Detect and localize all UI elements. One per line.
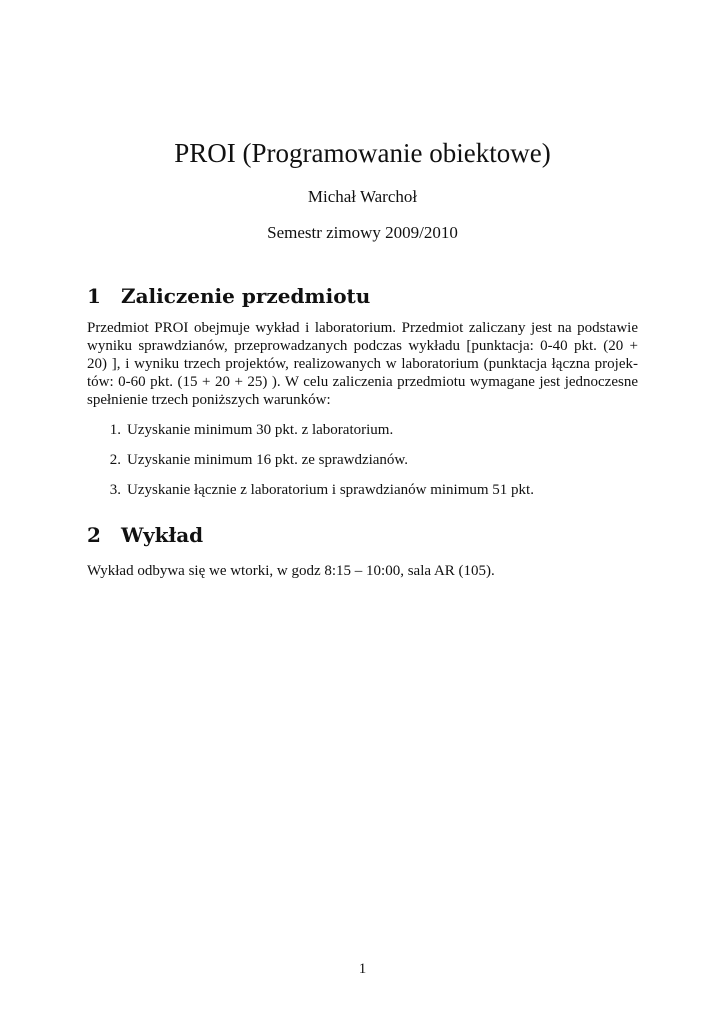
section-2-paragraph xyxy=(87,562,638,580)
paragraph-line: tów: 0-60 pkt. (15 + 20 + 25) ). W celu zaliczenia przedmiotu wymagane jest jednoczesne xyxy=(87,374,638,390)
section-number: 1 xyxy=(87,284,101,308)
section-title: Wykład xyxy=(121,523,204,547)
list-item-text: Uzyskanie minimum 16 pkt. ze sprawdzianów. xyxy=(127,452,409,468)
list-marker: 2. xyxy=(109,452,121,468)
list-item-text: Uzyskanie minimum 30 pkt. z laboratorium. xyxy=(127,422,394,438)
section-heading-wyklad xyxy=(87,522,203,548)
list-item xyxy=(87,481,534,499)
document-author: Michał Warchoł xyxy=(307,187,418,206)
section-1-paragraph xyxy=(87,319,638,409)
list-marker: 3. xyxy=(109,482,121,498)
list-item xyxy=(87,421,393,439)
section-heading-zaliczenie xyxy=(87,283,370,309)
paragraph-line: Wykład odbywa się we wtorki, w godz 8:15 – 10:00, sala AR (105). xyxy=(87,563,495,579)
paragraph-line: 20) ], i wyniku trzech projektów, realizowanych w laboratorium (punktacja łączna projek- xyxy=(87,356,638,372)
paragraph-line: wyniku sprawdzianów, przeprowadzanych podczas wykładu [punktacja: 0-40 pkt. (20 + xyxy=(87,338,638,354)
document-title: PROI (Programowanie obiektowe) xyxy=(174,138,551,168)
list-item-text: Uzyskanie łącznie z laboratorium i sprawdzianów minimum 51 pkt. xyxy=(127,482,534,498)
paragraph-line: spełnienie trzech poniższych warunków: xyxy=(87,392,331,408)
list-marker: 1. xyxy=(109,422,121,438)
paragraph-line: Przedmiot PROI obejmuje wykład i laboratorium. Przedmiot zaliczany jest na podstawie xyxy=(87,320,638,336)
page-number: 1 xyxy=(358,961,367,977)
document-date: Semestr zimowy 2009/2010 xyxy=(267,223,458,242)
section-number: 2 xyxy=(87,523,101,547)
section-title: Zaliczenie przedmiotu xyxy=(121,284,371,308)
list-item xyxy=(87,451,408,469)
